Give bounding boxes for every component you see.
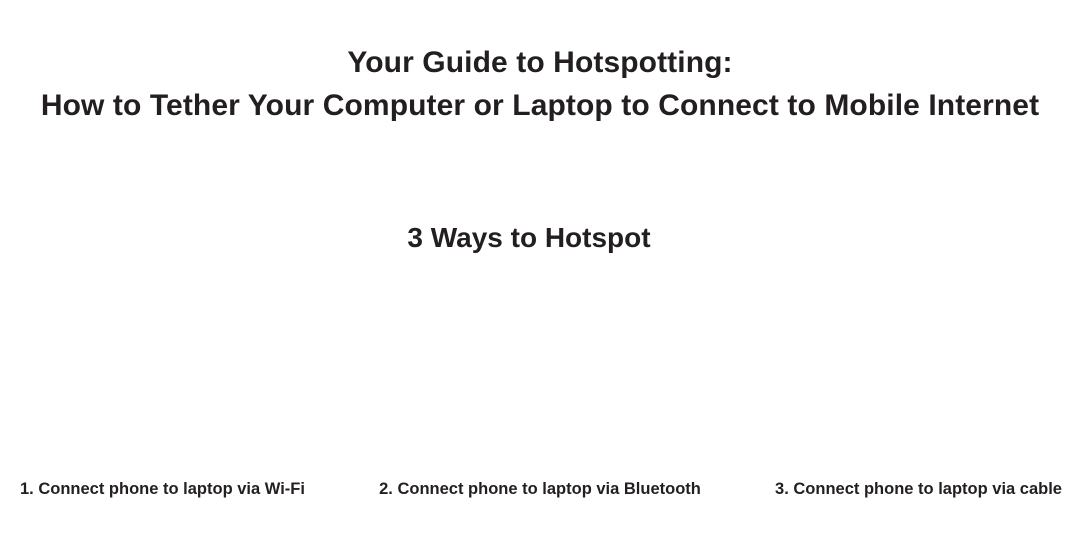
section-heading — [0, 222, 1080, 254]
title-line-2: How to Tether Your Computer or Laptop to Connect to Mobile Internet — [40, 89, 1040, 123]
step-item-1: 1. Connect phone to laptop via Wi-Fi — [20, 480, 305, 498]
page-title — [0, 44, 1080, 124]
step-item-3: 3. Connect phone to laptop via cable — [775, 480, 1062, 498]
title-line-1: Your Guide to Hotspotting: — [347, 46, 733, 79]
section-heading-text: 3 Ways to Hotspot — [407, 222, 651, 253]
steps-row — [0, 480, 1080, 499]
step-item-2: 2. Connect phone to laptop via Bluetooth — [379, 480, 701, 498]
